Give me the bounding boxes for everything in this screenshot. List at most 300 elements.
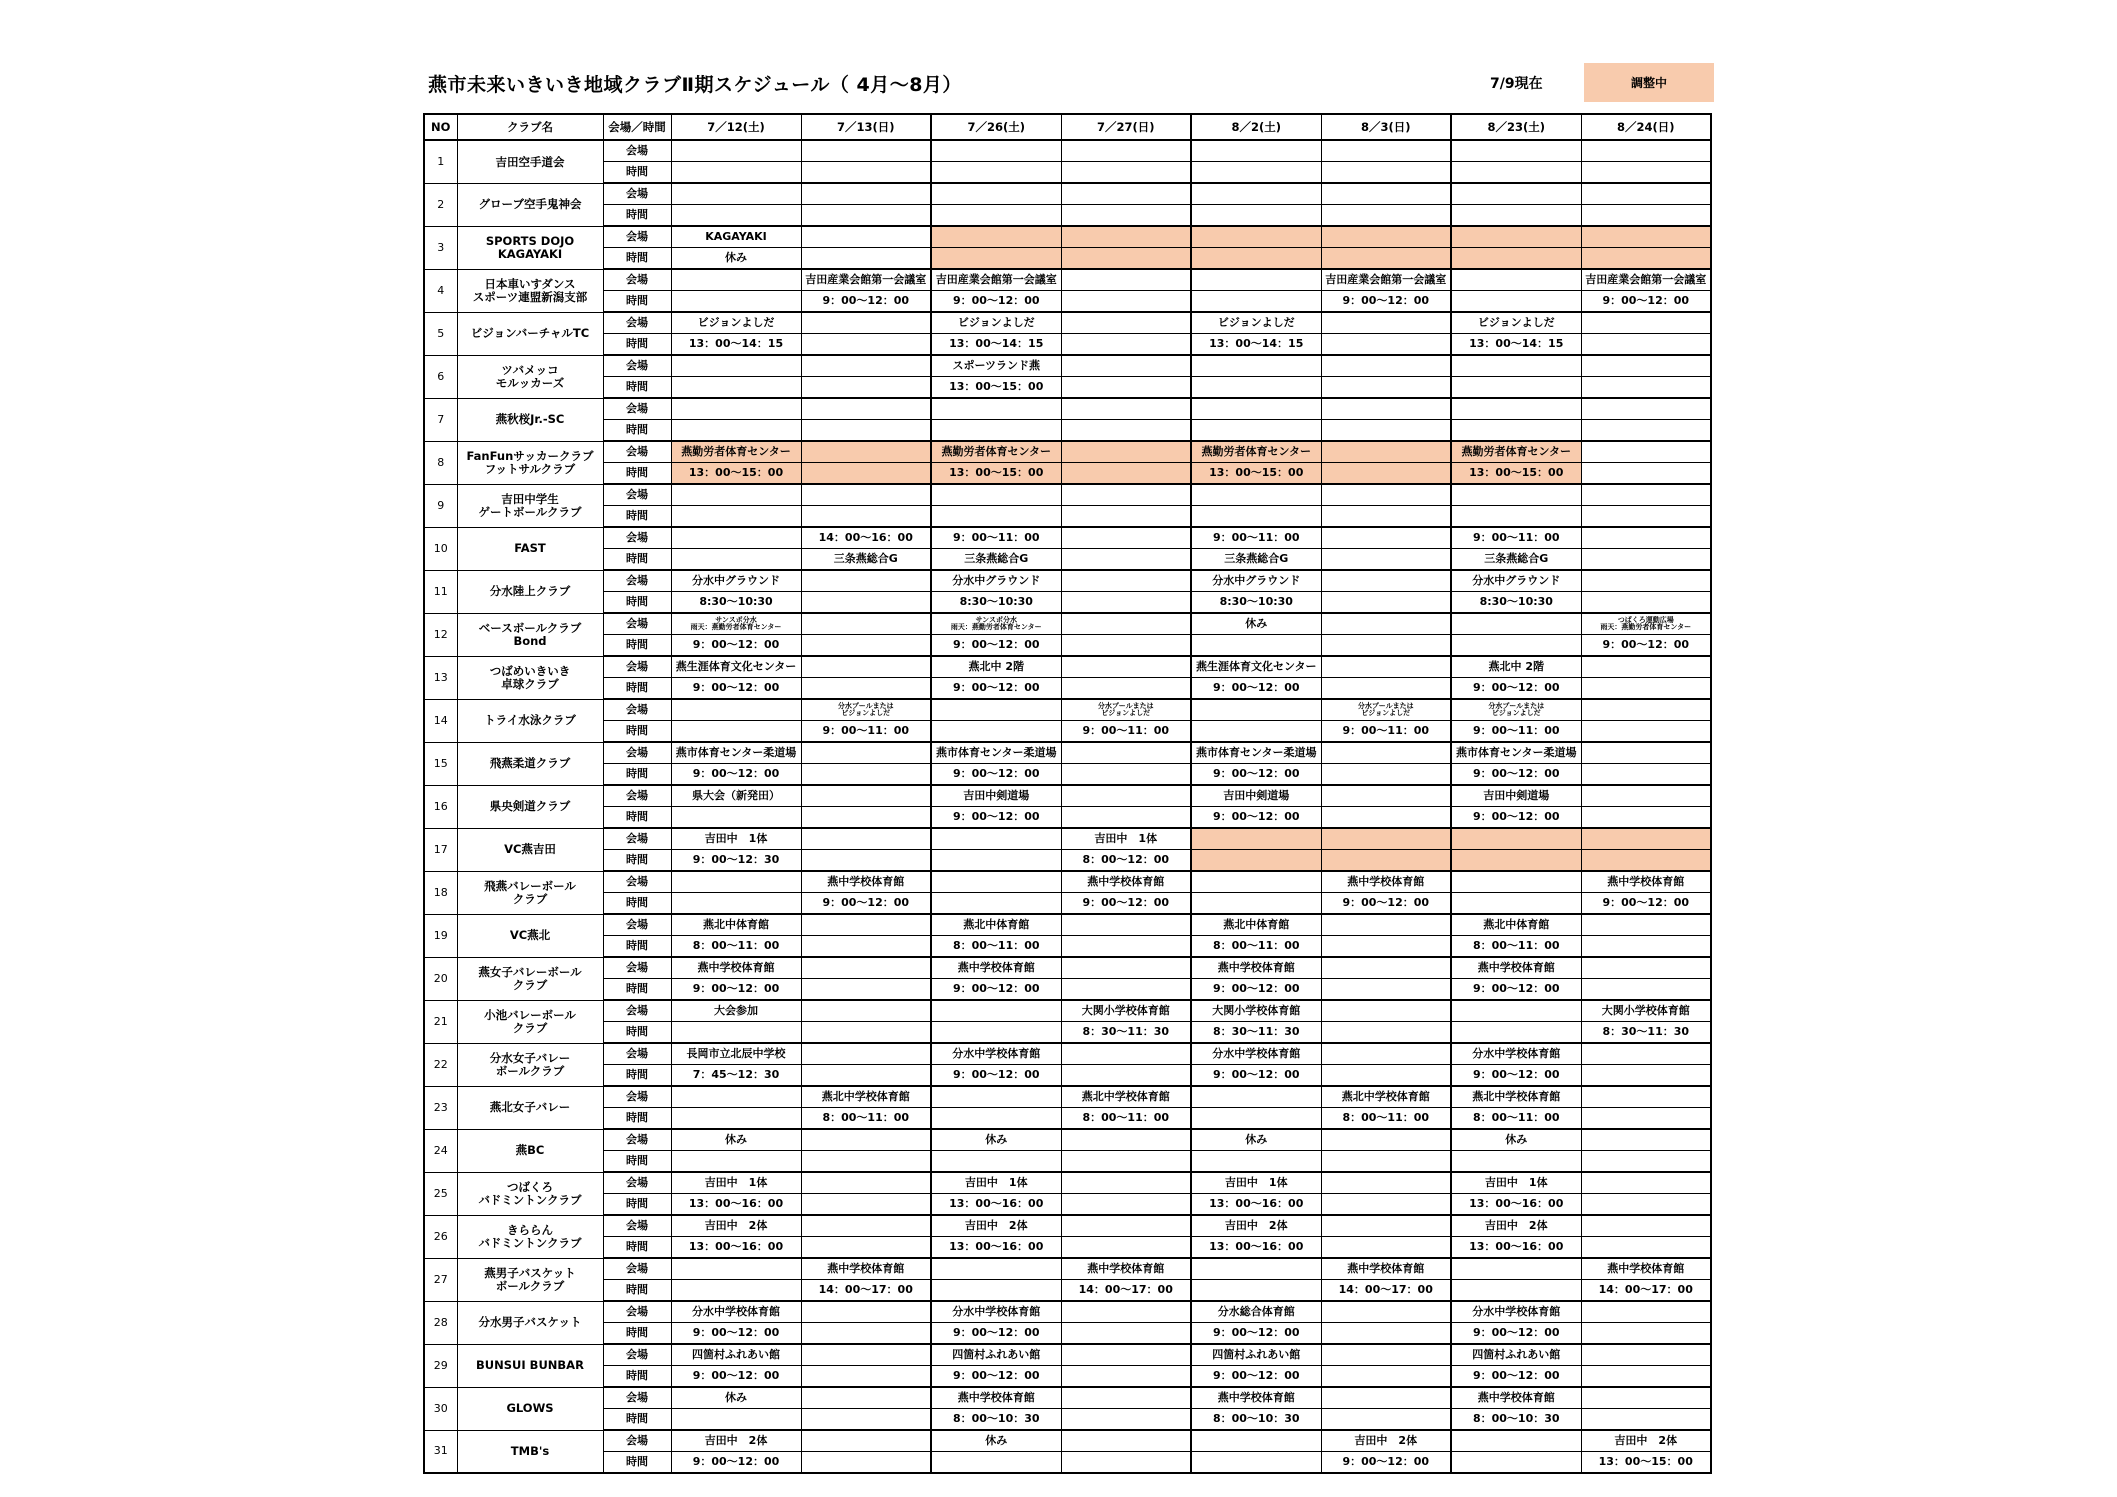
venue-label: 会場 [603,1172,671,1194]
venue-cell [1321,1215,1451,1237]
venue-cell [1581,1086,1711,1108]
time-cell [1581,162,1711,184]
time-cell: 13：00～16：00 [931,1194,1061,1216]
time-cell [801,1452,931,1474]
table-row [424,1172,1711,1194]
venue-cell [801,1172,931,1194]
table-row [424,484,1711,506]
time-cell [1321,1366,1451,1388]
time-cell: 9：00～12：00 [1321,291,1451,313]
time-cell: 13：00～16：00 [931,1237,1061,1259]
time-cell [801,678,931,700]
venue-cell: 燕中学校体育館 [801,871,931,893]
venue-cell [1061,1387,1191,1409]
time-cell [1061,506,1191,528]
venue-cell [1061,1430,1191,1452]
venue-label: 会場 [603,613,671,635]
venue-cell [931,1000,1061,1022]
venue-cell [1061,226,1191,248]
time-cell: 8:30～10:30 [931,592,1061,614]
time-cell: 8:30～10:30 [1451,592,1581,614]
time-cell [1581,721,1711,743]
time-cell [1321,764,1451,786]
venue-cell [1581,914,1711,936]
club-number: 26 [424,1215,457,1258]
venue-cell [1061,957,1191,979]
venue-cell [801,914,931,936]
time-cell [671,807,801,829]
table-row [424,807,1711,829]
venue-cell [1061,269,1191,291]
time-cell [931,205,1061,227]
venue-cell [1581,140,1711,162]
venue-label: 会場 [603,699,671,721]
venue-cell: 燕中学校体育館 [1581,871,1711,893]
club-name: TMB's [457,1430,603,1473]
club-name: FAST [457,527,603,570]
venue-cell: 燕中学校体育館 [671,957,801,979]
venue-cell: 燕生涯体育文化センター [671,656,801,678]
venue-cell: 燕勤労者体育センター [671,441,801,463]
time-cell [1321,1151,1451,1173]
time-cell [1581,678,1711,700]
venue-label: 会場 [603,484,671,506]
time-cell [931,506,1061,528]
venue-cell: 9：00～11：00 [1451,527,1581,549]
time-cell [1191,1151,1321,1173]
venue-cell [1061,441,1191,463]
venue-cell [1581,785,1711,807]
venue-label: 会場 [603,398,671,420]
time-cell [801,1065,931,1087]
venue-cell [1321,1301,1451,1323]
table-row [424,1452,1711,1474]
venue-cell [1191,1086,1321,1108]
venue-cell [801,1344,931,1366]
table-row [424,334,1711,356]
venue-cell: 吉田中剣道場 [1191,785,1321,807]
time-cell [671,377,801,399]
venue-cell [1061,140,1191,162]
club-name: VC燕吉田 [457,828,603,871]
venue-cell [1061,1301,1191,1323]
venue-label: 会場 [603,269,671,291]
time-cell: 9：00～12：00 [931,1323,1061,1345]
club-number: 23 [424,1086,457,1129]
club-number: 5 [424,312,457,355]
club-number: 3 [424,226,457,269]
time-cell [1321,248,1451,270]
time-cell [1451,377,1581,399]
time-cell: 8：00～11：00 [1451,936,1581,958]
venue-label: 会場 [603,1000,671,1022]
time-cell [1191,850,1321,872]
time-cell [801,592,931,614]
time-cell: 9：00～12：00 [931,1366,1061,1388]
venue-cell [1321,226,1451,248]
time-cell: 13：00～15：00 [931,377,1061,399]
venue-cell [1061,742,1191,764]
time-cell [1191,291,1321,313]
table-row [424,1194,1711,1216]
time-cell: 三条燕総合G [931,549,1061,571]
venue-cell [1321,398,1451,420]
time-cell: 8：00～10：30 [1191,1409,1321,1431]
time-cell [931,1151,1061,1173]
time-cell: 9：00～12：00 [1451,807,1581,829]
venue-cell [931,183,1061,205]
time-label: 時間 [603,1022,671,1044]
venue-cell: 吉田中 2体 [931,1215,1061,1237]
time-cell [671,162,801,184]
time-cell [801,1409,931,1431]
table-row [424,1237,1711,1259]
legend-adjusting: 調整中 [1584,63,1714,102]
time-cell [671,1280,801,1302]
time-cell: 13：00～16：00 [671,1194,801,1216]
time-cell [1581,1194,1711,1216]
venue-cell [1321,140,1451,162]
venue-cell: 燕中学校体育館 [1191,1387,1321,1409]
table-row [424,1323,1711,1345]
venue-cell: ビジョンよしだ [1191,312,1321,334]
time-cell [1321,1194,1451,1216]
time-label: 時間 [603,1366,671,1388]
venue-cell: 吉田中 1体 [1451,1172,1581,1194]
time-cell [1581,377,1711,399]
venue-cell [671,355,801,377]
venue-cell [1451,1430,1581,1452]
time-cell [1581,807,1711,829]
time-cell: 13：00～14：15 [1191,334,1321,356]
club-number: 11 [424,570,457,613]
club-name: VC燕北 [457,914,603,957]
venue-cell [1451,140,1581,162]
table-row [424,269,1711,291]
club-number: 6 [424,355,457,398]
time-label: 時間 [603,162,671,184]
venue-cell [1321,312,1451,334]
venue-cell: 燕勤労者体育センター [1451,441,1581,463]
venue-cell: 燕生涯体育文化センター [1191,656,1321,678]
time-cell [1451,1452,1581,1474]
venue-cell: 分水中学校体育館 [1191,1043,1321,1065]
time-cell [1191,162,1321,184]
club-name: きららん バドミントンクラブ [457,1215,603,1258]
time-cell [671,1409,801,1431]
time-cell: 8：00～11：00 [1061,1108,1191,1130]
table-row [424,162,1711,184]
time-cell: 9：00～12：00 [671,979,801,1001]
time-cell: 8：00～11：00 [1321,1108,1451,1130]
venue-cell: 休み [1191,613,1321,635]
club-number: 28 [424,1301,457,1344]
table-row [424,1430,1711,1452]
time-label: 時間 [603,463,671,485]
venue-cell [1451,613,1581,635]
time-cell [1581,506,1711,528]
time-cell [1451,162,1581,184]
venue-cell: 9：00～11：00 [931,527,1061,549]
time-cell [1321,1237,1451,1259]
venue-cell [671,699,801,721]
table-row [424,764,1711,786]
venue-cell [1321,914,1451,936]
venue-label: 会場 [603,355,671,377]
table-row [424,678,1711,700]
venue-cell [1451,484,1581,506]
page-title: 燕市未来いきいき地域クラブⅡ期スケジュール（ 4月～8月） [428,74,962,96]
time-cell [1581,1151,1711,1173]
venue-cell [1581,828,1711,850]
venue-cell [801,183,931,205]
time-cell: 9：00～12：00 [671,764,801,786]
venue-cell [1451,1000,1581,1022]
table-row [424,1215,1711,1237]
venue-cell [1061,527,1191,549]
time-cell: 9：00～12：00 [1191,1065,1321,1087]
column-header: クラブ名 [457,114,603,140]
time-cell [1061,1366,1191,1388]
table-row [424,699,1711,721]
time-cell [801,764,931,786]
table-row [424,721,1711,743]
club-number: 22 [424,1043,457,1086]
venue-cell: 燕中学校体育館 [1451,957,1581,979]
table-row [424,785,1711,807]
venue-cell [1451,355,1581,377]
venue-cell [1321,570,1451,592]
venue-cell [801,312,931,334]
venue-cell [1581,441,1711,463]
table-row [424,1022,1711,1044]
club-number: 9 [424,484,457,527]
time-cell: 13：00～15：00 [931,463,1061,485]
time-cell [1451,893,1581,915]
venue-cell [931,140,1061,162]
table-row [424,592,1711,614]
table-row [424,355,1711,377]
club-name: トライ水泳クラブ [457,699,603,742]
table-row [424,441,1711,463]
venue-cell [1581,527,1711,549]
venue-cell: 分水中学校体育館 [1451,1043,1581,1065]
venue-cell [1581,1215,1711,1237]
venue-label: 会場 [603,1129,671,1151]
club-name: BUNSUI BUNBAR [457,1344,603,1387]
venue-cell: 大関小学校体育館 [1061,1000,1191,1022]
table-row [424,656,1711,678]
time-cell: 9：00～12：00 [801,893,931,915]
club-name: 分水女子バレー ボールクラブ [457,1043,603,1086]
club-number: 24 [424,1129,457,1172]
venue-cell: 分水プールまたは ビジョンよしだ [1451,699,1581,721]
time-cell [671,549,801,571]
venue-cell [801,1215,931,1237]
club-name: SPORTS DOJO KAGAYAKI [457,226,603,269]
time-cell: 13：00～15：00 [1191,463,1321,485]
venue-cell [801,1129,931,1151]
club-number: 20 [424,957,457,1000]
venue-cell: ビジョンよしだ [1451,312,1581,334]
venue-cell [931,871,1061,893]
club-number: 13 [424,656,457,699]
venue-cell: 燕中学校体育館 [1321,1258,1451,1280]
time-cell [1581,248,1711,270]
time-cell [1321,549,1451,571]
time-cell: 13：00～16：00 [1451,1237,1581,1259]
club-name: ベースボールクラブ Bond [457,613,603,656]
time-cell: 9：00～12：00 [1451,979,1581,1001]
venue-cell [1191,484,1321,506]
time-cell [1321,162,1451,184]
time-cell [1321,420,1451,442]
time-cell [1061,205,1191,227]
time-cell [1061,1065,1191,1087]
club-name: つばめいきいき 卓球クラブ [457,656,603,699]
header-row [424,114,1711,140]
club-name: 分水男子バスケット [457,1301,603,1344]
time-cell [801,850,931,872]
venue-cell: 分水プールまたは ビジョンよしだ [1061,699,1191,721]
venue-cell: 分水中グラウンド [671,570,801,592]
club-name: グローブ空手鬼神会 [457,183,603,226]
time-cell: 9：00～12：00 [1321,893,1451,915]
venue-cell [1321,1344,1451,1366]
column-header: 会場／時間 [603,114,671,140]
time-cell: 7：45～12：30 [671,1065,801,1087]
venue-cell: 燕中学校体育館 [1321,871,1451,893]
club-number: 1 [424,140,457,183]
time-cell [1061,334,1191,356]
venue-cell [801,1430,931,1452]
venue-label: 会場 [603,1043,671,1065]
table-row [424,871,1711,893]
as-of-date: 7/9現在 [1490,76,1543,92]
time-cell [931,850,1061,872]
time-cell: 9：00～12：00 [1451,1366,1581,1388]
time-cell: 三条燕総合G [1191,549,1321,571]
time-cell: 8：00～10：30 [1451,1409,1581,1431]
venue-cell [1581,312,1711,334]
venue-cell [671,183,801,205]
time-label: 時間 [603,893,671,915]
time-label: 時間 [603,807,671,829]
time-label: 時間 [603,936,671,958]
venue-label: 会場 [603,312,671,334]
time-cell [931,1280,1061,1302]
venue-cell [801,656,931,678]
table-row [424,570,1711,592]
column-header: 8／24(日) [1581,114,1711,140]
column-header: 8／2(土) [1191,114,1321,140]
venue-cell: 吉田中 2体 [671,1430,801,1452]
venue-cell [1581,957,1711,979]
time-cell [1581,1323,1711,1345]
venue-cell [1061,914,1191,936]
club-number: 18 [424,871,457,914]
column-header: 7／12(土) [671,114,801,140]
venue-cell [1321,828,1451,850]
time-cell [1191,1108,1321,1130]
time-label: 時間 [603,1452,671,1474]
venue-cell [801,613,931,635]
venue-cell: 燕北中学校体育館 [1451,1086,1581,1108]
venue-cell [1321,957,1451,979]
club-name: FanFunサッカークラブ フットサルクラブ [457,441,603,484]
table-row [424,377,1711,399]
venue-cell [1581,570,1711,592]
venue-cell [801,484,931,506]
venue-cell: サンスポ分水 雨天：燕勤労者体育センター [931,613,1061,635]
venue-cell: 四箇村ふれあい館 [931,1344,1061,1366]
time-cell [801,1194,931,1216]
time-cell [801,334,931,356]
table-row [424,1301,1711,1323]
time-cell [801,1323,931,1345]
time-cell: 9：00～12：00 [1061,893,1191,915]
time-cell: 14：00～17：00 [1581,1280,1711,1302]
venue-cell: 吉田産業会館第一会議室 [801,269,931,291]
venue-cell: 休み [671,1129,801,1151]
time-cell [931,248,1061,270]
time-cell [1451,291,1581,313]
venue-cell: 吉田中 1体 [1191,1172,1321,1194]
venue-cell [1321,355,1451,377]
venue-cell: サンスポ分水 雨天：燕勤労者体育センター [671,613,801,635]
venue-cell: 分水中グラウンド [1191,570,1321,592]
venue-label: 会場 [603,957,671,979]
venue-cell: 燕北中体育館 [671,914,801,936]
venue-cell: 大関小学校体育館 [1581,1000,1711,1022]
venue-cell [671,269,801,291]
venue-cell [1581,398,1711,420]
time-cell: 休み [671,248,801,270]
venue-cell: 大関小学校体育館 [1191,1000,1321,1022]
club-number: 15 [424,742,457,785]
venue-cell [1191,1430,1321,1452]
venue-cell [1321,183,1451,205]
venue-cell [1321,484,1451,506]
time-cell [671,721,801,743]
venue-cell: 吉田中 2体 [1451,1215,1581,1237]
venue-cell: 吉田産業会館第一会議室 [1321,269,1451,291]
venue-label: 会場 [603,570,671,592]
venue-label: 会場 [603,1258,671,1280]
venue-cell: 燕中学校体育館 [1191,957,1321,979]
club-number: 27 [424,1258,457,1301]
venue-cell: 吉田中 1体 [671,828,801,850]
time-cell [1191,893,1321,915]
venue-label: 会場 [603,656,671,678]
time-cell: 9：00～12：00 [931,678,1061,700]
time-cell [1581,1237,1711,1259]
time-cell: 13：00～16：00 [1191,1194,1321,1216]
venue-cell [931,484,1061,506]
time-cell: 8：30～11：30 [1191,1022,1321,1044]
venue-cell [1191,398,1321,420]
time-cell [1581,205,1711,227]
time-cell [1061,592,1191,614]
time-label: 時間 [603,506,671,528]
time-cell: 9：00～12：00 [931,764,1061,786]
venue-cell: 14：00～16：00 [801,527,931,549]
time-cell: 9：00～12：00 [801,291,931,313]
club-name: 分水陸上クラブ [457,570,603,613]
time-cell [1451,205,1581,227]
venue-cell [671,1086,801,1108]
time-cell: 8：00～11：00 [671,936,801,958]
